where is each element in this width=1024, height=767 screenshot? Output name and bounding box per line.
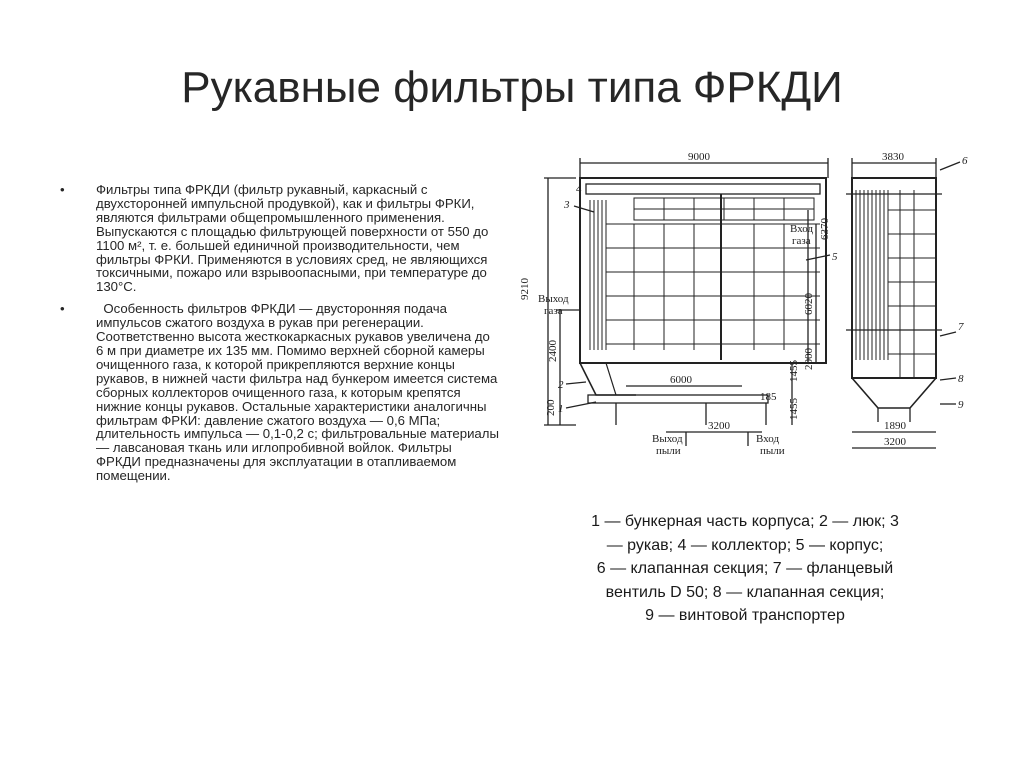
dim-200: 200	[545, 399, 557, 416]
bullet-text: Особенность фильтров ФРКДИ — двусторонняя подача импульсов сжатого воздуха в рукав при регенерации. Соответственно высота жесткокаркасных рукавов увеличена до 6 м при диаметре их 135 мм. Помимо верхней сборной камеры очищенного газа, к которой прикрепляются верхние концы рукавов, в нижней части фильтра над бункером имеется система сборных коллекторов очищенного газа, к которым крепятся нижние концы рукавов. Остальные характеристики аналогичны фильтрам ФРКИ: давление сжатого воздуха — 0,6 МПа; длительность импульса — 0,1-0,2 с; фильтровальные материалы — лавсановая ткань или иглопробивной войлок. Фильтры ФРКДИ предназначены для эксплуатации в отапливаемом помещении.	[96, 301, 503, 484]
gas-out-label-2: газа	[544, 305, 563, 317]
slide-title: Рукавные фильтры типа ФРКДИ	[181, 63, 843, 112]
bullet-list	[60, 182, 503, 491]
callout-6: 6	[962, 155, 968, 167]
caption-line: 6 — клапанная секция; 7 — фланцевый	[596, 560, 894, 577]
dim-1455-upper: 1455	[788, 360, 800, 382]
dim-2000: 2000	[803, 348, 815, 370]
dim-185: 185	[760, 391, 777, 403]
figure-caption	[530, 510, 960, 628]
gas-in-label-1: Вход	[790, 223, 814, 235]
dim-9000: 9000	[688, 151, 710, 163]
dust-in-label-2: пыли	[760, 445, 785, 457]
bullet-item	[60, 301, 503, 484]
bullet-marker: •	[60, 301, 65, 317]
dim-2400: 2400	[547, 340, 559, 362]
caption-line: — рукав; 4 — коллектор; 5 — корпус;	[606, 536, 884, 554]
dim-6370: 6370	[819, 218, 831, 240]
dim-6020: 6020	[803, 293, 815, 315]
caption-line: 9 — винтовой транспортер	[645, 607, 845, 624]
dim-1455-lower: 1455	[788, 398, 800, 420]
dim-3200-side: 3200	[884, 436, 906, 448]
gas-in-label-2: газа	[792, 235, 811, 247]
dim-6000: 6000	[670, 374, 692, 386]
bullet-item	[60, 183, 500, 294]
caption-line: вентиль D 50; 8 — клапанная секция;	[605, 583, 885, 601]
caption-line: 1 — бункерная часть корпуса; 2 — люк; 3	[591, 513, 899, 530]
callout-4: 4	[576, 183, 582, 195]
callout-9: 9	[958, 399, 964, 411]
dust-in-label-1: Вход	[756, 433, 780, 445]
bullet-marker: •	[60, 182, 65, 197]
side-view	[846, 158, 960, 448]
dim-3200-front: 3200	[708, 420, 730, 432]
filter-drawing	[516, 150, 976, 470]
callout-7: 7	[958, 321, 964, 333]
callout-5: 5	[832, 251, 838, 263]
callout-2: 2	[558, 379, 564, 391]
callout-1: 1	[558, 403, 564, 415]
callout-8: 8	[958, 373, 964, 385]
dust-out-label-1: Выход	[652, 433, 683, 445]
dim-3830: 3830	[882, 151, 904, 163]
dim-1890: 1890	[884, 420, 906, 432]
bullet-text: Фильтры типа ФРКДИ (фильтр рукавный, каркасный с двухсторонней импульсной продувкой), как и фильтры ФРКИ, являются фильтрами общепромышленного применения. Выпускаются с площадью фильтрующей поверхности от 550 до 1100 м², т. е. большей единичной производительности, чем фильтры ФРКИ. Применяются в условиях сред, не являющихся токсичными, пожаро или взрывоопасными, при температуре до 130°С.	[96, 182, 489, 295]
gas-out-label-1: Выход	[538, 293, 569, 305]
callout-3: 3	[564, 199, 570, 211]
dust-out-label-2: пыли	[656, 445, 681, 457]
dim-9210: 9210	[519, 278, 531, 300]
